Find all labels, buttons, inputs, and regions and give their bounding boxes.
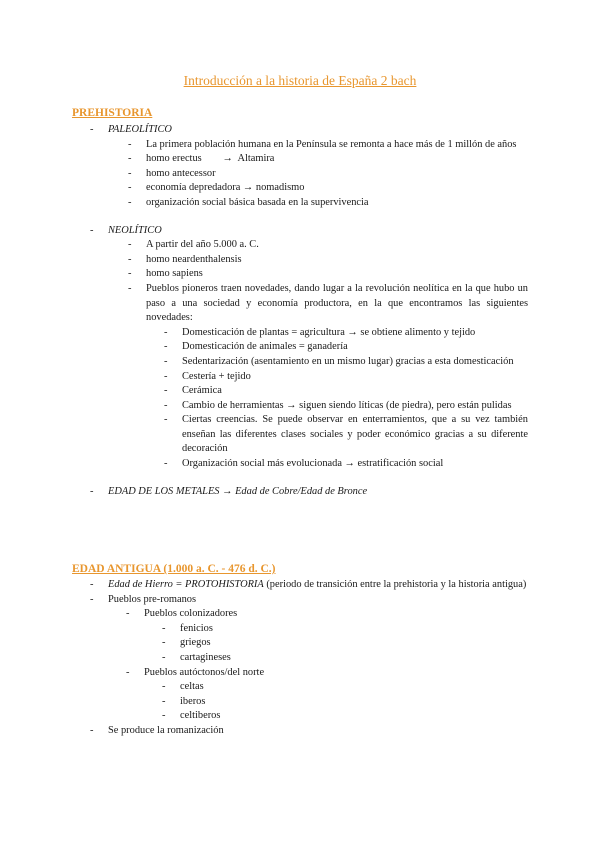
list-item-text: organización social básica basada en la supervivencia	[146, 196, 369, 208]
list-item	[164, 384, 528, 399]
hierro-label: Edad de Hierro = PROTOHISTORIA	[108, 579, 264, 590]
paleolitico-label: PALEOLÍTICO	[108, 124, 172, 135]
bullet-dash: -	[162, 710, 166, 722]
paleolitico-list	[128, 138, 528, 211]
romanizacion-text: Se produce la romanización	[108, 724, 224, 736]
bullet-dash: -	[128, 239, 132, 251]
list-item-text: economía depredadora → nomadismo	[146, 182, 305, 194]
neolitico-list	[128, 238, 528, 472]
list-item	[126, 666, 528, 724]
bullet-dash: -	[90, 485, 94, 497]
list-item	[162, 651, 528, 666]
list-item-text: Cestería + tejido	[182, 370, 251, 382]
list-item-text: celtas	[180, 681, 204, 693]
list-item-text: homo antecessor	[146, 167, 216, 179]
bullet-dash: -	[162, 651, 166, 663]
list-item	[164, 326, 528, 341]
list-item-text: homo erectus → Altamira	[146, 153, 275, 165]
bullet-dash: -	[128, 167, 132, 179]
list-item	[162, 695, 528, 710]
list-item	[164, 413, 528, 457]
bullet-dash: -	[162, 695, 166, 707]
prerromanos-list	[126, 607, 528, 724]
list-item	[126, 607, 528, 665]
hierro-description: (periodo de transición entre la prehistoria y la historia antigua)	[263, 579, 527, 590]
colonizadores-list	[162, 622, 528, 666]
bullet-dash: -	[128, 182, 132, 194]
list-item-text: Ciertas creencias. Se puede observar en enterramientos, que a su vez también enseñan las diferentes clases sociales y poder económico gracias a su diferente decoración	[182, 414, 528, 455]
list-item	[162, 636, 528, 651]
list-item	[128, 238, 528, 253]
list-item-text: cartagineses	[180, 651, 231, 663]
list-item-text: La primera población humana en la Península se remonta a hace más de 1 millón de años	[146, 138, 517, 150]
list-item	[164, 340, 528, 355]
list-item-text: Organización social más evolucionada → estratificación social	[182, 458, 444, 470]
list-item	[162, 622, 528, 637]
autoctonos-label: Pueblos autóctonos/del norte	[144, 666, 265, 678]
metales-text: EDAD DE LOS METALES → Edad de Cobre/Edad de Bronce	[108, 485, 368, 497]
bullet-dash: -	[90, 224, 94, 236]
bullet-dash: -	[164, 326, 168, 338]
list-item	[164, 457, 528, 472]
list-item-metales	[90, 485, 528, 500]
neolitico-label: NEOLÍTICO	[108, 224, 162, 236]
novedades-list	[164, 326, 528, 472]
bullet-dash: -	[164, 385, 168, 397]
bullet-dash: -	[90, 724, 94, 736]
list-item-prerromanos	[90, 593, 528, 724]
list-item	[162, 709, 528, 724]
prerromanos-label: Pueblos pre-romanos	[108, 593, 197, 605]
antigua-list	[90, 578, 528, 739]
bullet-dash: -	[162, 681, 166, 693]
bullet-dash: -	[162, 622, 166, 634]
list-item-text: Cambio de herramientas → siguen siendo líticas (de piedra), pero están pulidas	[182, 399, 512, 411]
list-item-text: iberos	[180, 695, 206, 707]
bullet-dash: -	[164, 458, 168, 470]
bullet-dash: -	[164, 414, 168, 426]
list-item-text: celtiberos	[180, 710, 221, 722]
list-item	[164, 399, 528, 414]
bullet-dash: -	[90, 579, 94, 590]
list-item	[164, 355, 528, 370]
list-item-text: Domesticación de animales = ganadería	[182, 341, 348, 353]
section-heading-edad-antigua: EDAD ANTIGUA (1.000 a. C. - 476 d. C.)	[72, 563, 276, 575]
list-item	[128, 282, 528, 472]
bullet-dash: -	[126, 608, 130, 620]
prehistoria-list	[90, 123, 528, 499]
list-item	[128, 253, 528, 268]
bullet-dash: -	[126, 666, 130, 678]
list-item	[162, 680, 528, 695]
list-item	[128, 181, 528, 196]
bullet-dash: -	[90, 593, 94, 605]
list-item-romanizacion	[90, 724, 528, 739]
list-item-neolitico	[90, 224, 528, 472]
list-item-paleolitico	[90, 123, 528, 211]
bullet-dash: -	[128, 253, 132, 265]
bullet-dash: -	[128, 282, 132, 294]
list-item-text: griegos	[180, 637, 211, 649]
list-item	[128, 267, 528, 282]
list-item	[128, 152, 528, 167]
list-item-text: Domesticación de plantas = agricultura → se obtiene alimento y tejido	[182, 326, 476, 338]
list-item-text: Cerámica	[182, 385, 222, 397]
list-item-text: fenicios	[180, 622, 213, 634]
list-item-text: homo neardenthalensis	[146, 253, 242, 265]
list-item	[128, 196, 528, 211]
colonizadores-label: Pueblos colonizadores	[144, 608, 238, 620]
bullet-dash: -	[164, 370, 168, 382]
bullet-dash: -	[128, 153, 132, 165]
list-item	[164, 370, 528, 385]
list-item-text: homo sapiens	[146, 268, 203, 280]
spacer	[90, 472, 528, 485]
bullet-dash: -	[164, 341, 168, 353]
list-item	[128, 167, 528, 182]
list-item-hierro	[90, 578, 528, 593]
bullet-dash: -	[128, 268, 132, 280]
bullet-dash: -	[90, 124, 94, 135]
document-title: Introducción a la historia de España 2 bach	[183, 73, 417, 88]
list-item	[128, 138, 528, 153]
bullet-dash: -	[162, 637, 166, 649]
spacer	[90, 211, 528, 224]
bullet-dash: -	[164, 399, 168, 411]
list-item-text: Pueblos pioneros traen novedades, dando lugar a la revolución neolítica en la que hubo un paso a una sociedad y economía productora, en la que encontramos las siguientes novedades:	[146, 282, 528, 324]
bullet-dash: -	[164, 355, 168, 367]
autoctonos-list	[162, 680, 528, 724]
section-heading-prehistoria: PREHISTORIA	[72, 107, 153, 119]
list-item-text: Sedentarización (asentamiento en un mismo lugar) gracias a esta domesticación	[182, 355, 514, 367]
list-item-text: A partir del año 5.000 a. C.	[146, 239, 259, 251]
bullet-dash: -	[128, 138, 132, 150]
bullet-dash: -	[128, 196, 132, 208]
